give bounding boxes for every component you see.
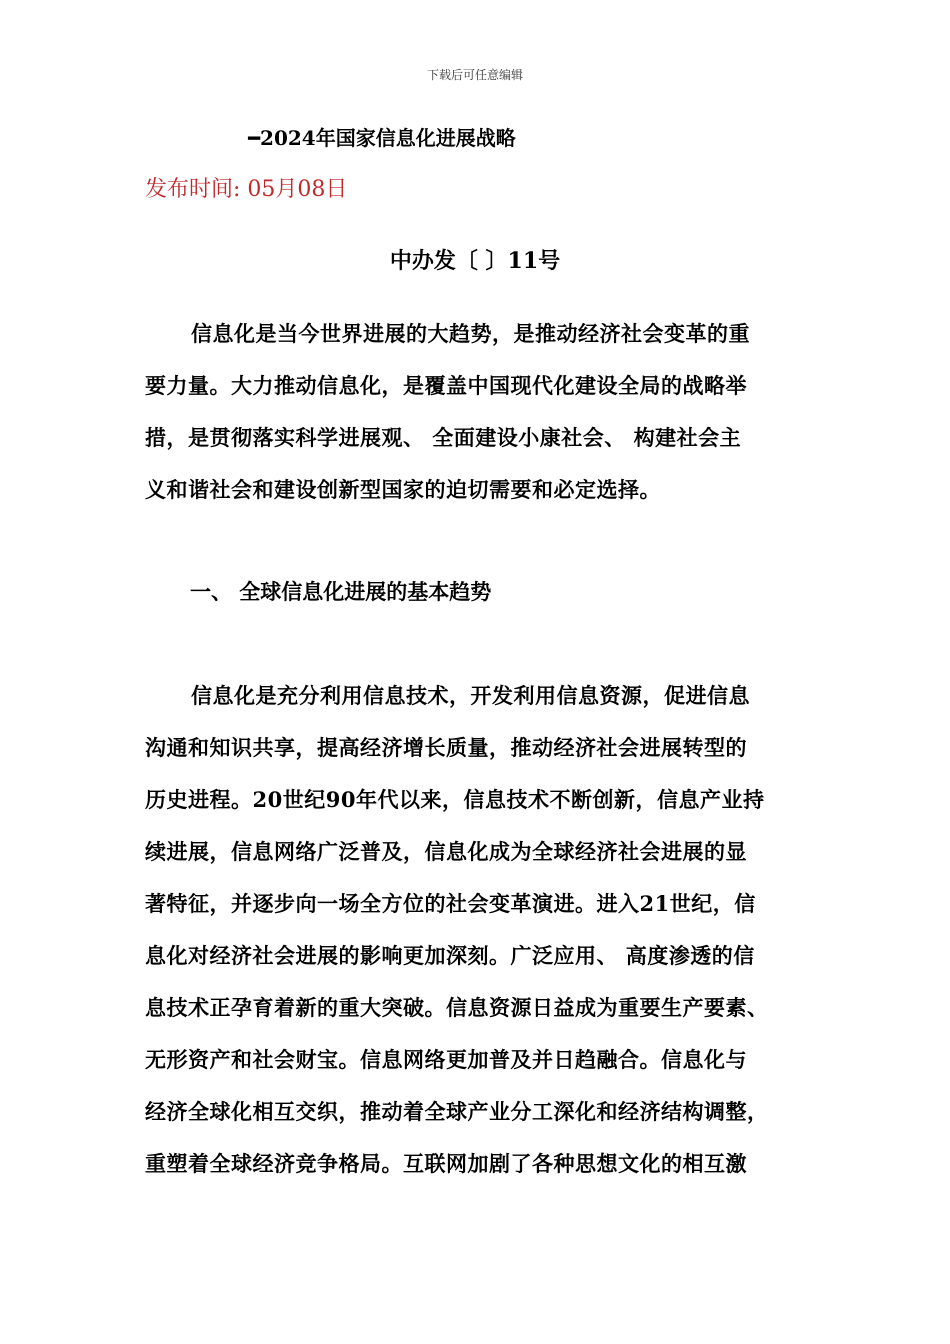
paragraph-1-line: 义和谐社会和建设创新型国家的迫切需要和必定选择。 [145,477,661,502]
document-number [0,244,950,275]
document-number-text: 中办发〔 〕11号 [389,248,561,274]
header-note: 下载后可任意编辑 [426,68,523,82]
paragraph-2-line: 著特征，并逐步向一场全方位的社会变革演进。进入21世纪，信 [145,891,756,916]
publish-date: 发布时间: 05月08日 [145,177,348,202]
paragraph-2-line: 息技术正孕育着新的重大突破。信息资源日益成为重要生产要素、 [145,995,769,1020]
paragraph-2-line: 无形资产和社会财宝。信息网络更加普及并日趋融合。信息化与 [145,1047,747,1072]
paragraph-2-line: 沟通和知识共享，提高经济增长质量，推动经济社会进展转型的 [145,735,747,760]
paragraph-2-line: 历史进程。20世纪90年代以来，信息技术不断创新，信息产业持 [145,787,765,812]
paragraph-2-line: 重塑着全球经济竞争格局。互联网加剧了各种思想文化的相互激 [145,1151,747,1176]
paragraph-1-line: 措，是贯彻落实科学进展观、 全面建设小康社会、 构建社会主 [145,425,742,450]
paragraph-2-line: 经济全球化相互交织，推动着全球产业分工深化和经济结构调整， [145,1099,769,1124]
paragraph-2-line: 信息化是充分利用信息技术，开发利用信息资源，促进信息 [191,683,750,708]
paragraph-1-line: 要力量。大力推动信息化，是覆盖中国现代化建设全局的战略举 [145,373,747,398]
paragraph-2-line: 续进展，信息网络广泛普及，信息化成为全球经济社会进展的显 [145,839,747,864]
section-heading: 一、 全球信息化进展的基本趋势 [190,579,492,604]
document-title: ━2024年国家信息化进展战略 [248,126,516,150]
paragraph-2-line: 息化对经济社会进展的影响更加深刻。广泛应用、 高度渗透的信 [145,943,755,968]
paragraph-1-line: 信息化是当今世界进展的大趋势，是推动经济社会变革的重 [191,321,750,346]
